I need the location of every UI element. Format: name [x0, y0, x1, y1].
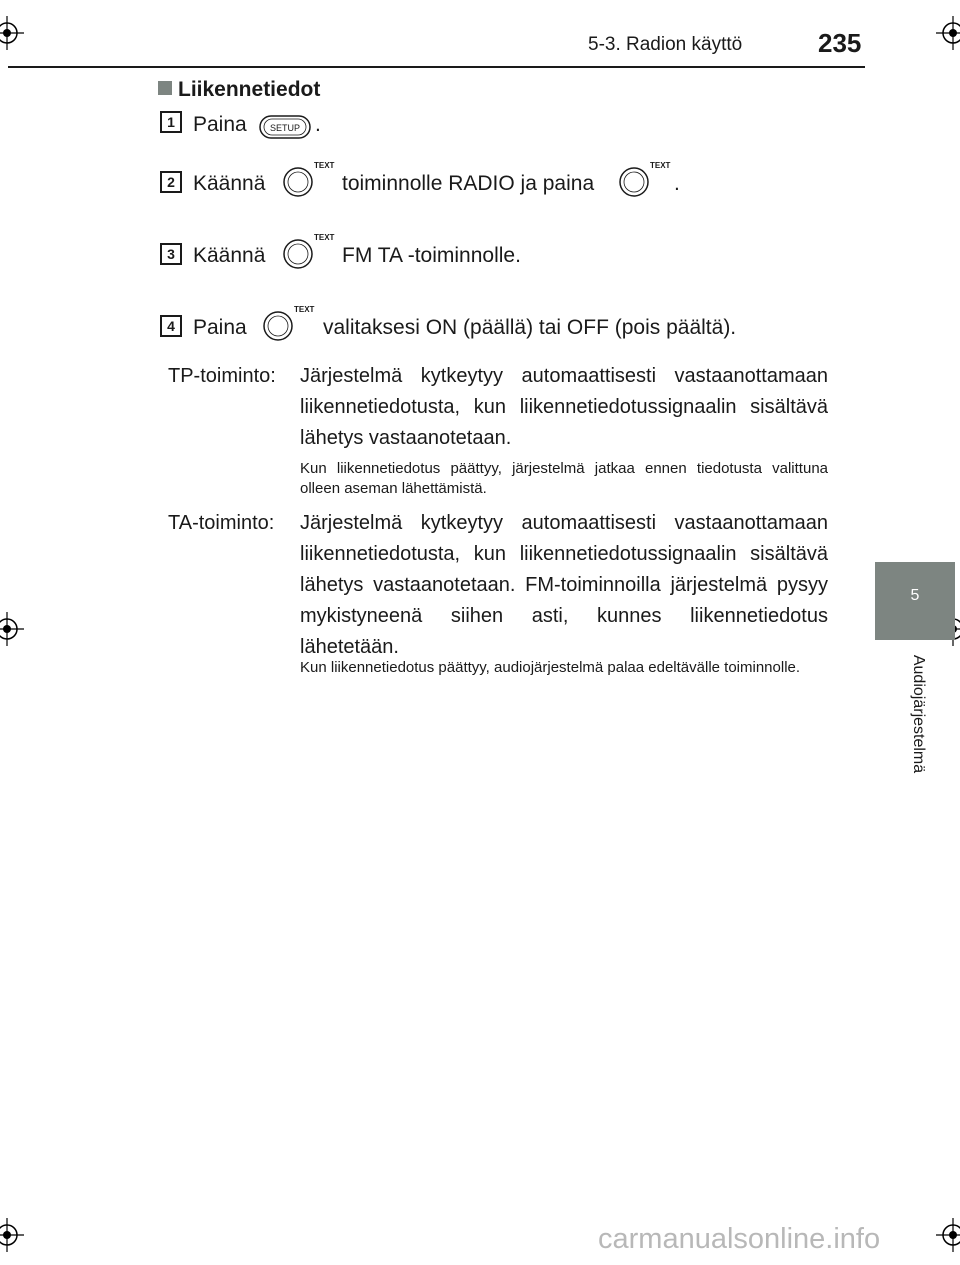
setup-button-icon	[258, 114, 312, 140]
definition-term: TP-toiminto:	[168, 365, 276, 387]
definition-body: Järjestelmä kytkeytyy automaattisesti vastaanottamaan liikennetiedotusta, kun liikennetiedotussignaalin sisältävä lähetys vastaanotetaan.	[300, 365, 828, 449]
watermark: carmanualsonline.info	[598, 1223, 881, 1255]
step-number: 2	[160, 171, 182, 193]
chapter-tab: 5	[875, 562, 955, 640]
heading-square-icon	[158, 81, 172, 95]
step-text: .	[674, 172, 680, 195]
step-number: 4	[160, 315, 182, 337]
knob-label: TEXT	[294, 305, 315, 314]
knob-label: TEXT	[650, 161, 671, 170]
step-text: toiminnolle RADIO ja paina	[342, 172, 595, 195]
step-text: valitaksesi ON (päällä) tai OFF (pois päältä).	[323, 316, 737, 339]
knob-label: TEXT	[314, 161, 335, 170]
step-text: FM TA -toiminnolle.	[342, 244, 521, 267]
registration-mark-icon	[0, 612, 24, 646]
step-number: 3	[160, 243, 182, 265]
registration-mark-icon	[0, 1218, 24, 1252]
step-text: .	[315, 113, 321, 136]
step-text: Käännä	[193, 244, 266, 267]
section-heading-text: Liikennetiedot	[178, 78, 321, 101]
step-text: Paina	[193, 113, 247, 136]
tune-knob-icon	[256, 302, 316, 342]
tune-knob-icon	[276, 158, 336, 198]
definition-note: Kun liikennetiedotus päättyy, järjestelmä jatkaa ennen tiedotusta valittuna olleen aseman lähettämistä.	[300, 460, 828, 497]
step-text: Käännä	[193, 172, 266, 195]
setup-button-label: SETUP	[269, 123, 301, 133]
running-header-section: 5-3. Radion käyttö	[588, 34, 743, 55]
tune-knob-icon	[276, 230, 336, 270]
step-text: Paina	[193, 316, 247, 339]
chapter-tab-title: Audiojärjestelmä	[910, 654, 927, 774]
registration-mark-icon	[936, 1218, 960, 1252]
definition-note: Kun liikennetiedotus päättyy, audiojärjestelmä palaa edeltävälle toiminnolle.	[300, 659, 801, 676]
definition-term: TA-toiminto:	[168, 512, 275, 534]
page-number: 235	[818, 28, 862, 58]
step-number: 1	[160, 111, 182, 133]
tune-knob-icon	[612, 158, 672, 198]
header-rule	[8, 66, 865, 68]
section-heading	[158, 78, 320, 102]
definition-body: Järjestelmä kytkeytyy automaattisesti vastaanottamaan liikennetiedotusta, kun liikennetiedotussignaalin sisältävä lähetys vastaanotetaan. FM-toiminnoilla järjestelmä pysyy mykistyneenä siihen asti, kunnes liikennetiedotus lähetetään.	[300, 512, 828, 658]
knob-label: TEXT	[314, 233, 335, 242]
registration-mark-icon	[0, 16, 24, 50]
registration-mark-icon	[936, 16, 960, 50]
